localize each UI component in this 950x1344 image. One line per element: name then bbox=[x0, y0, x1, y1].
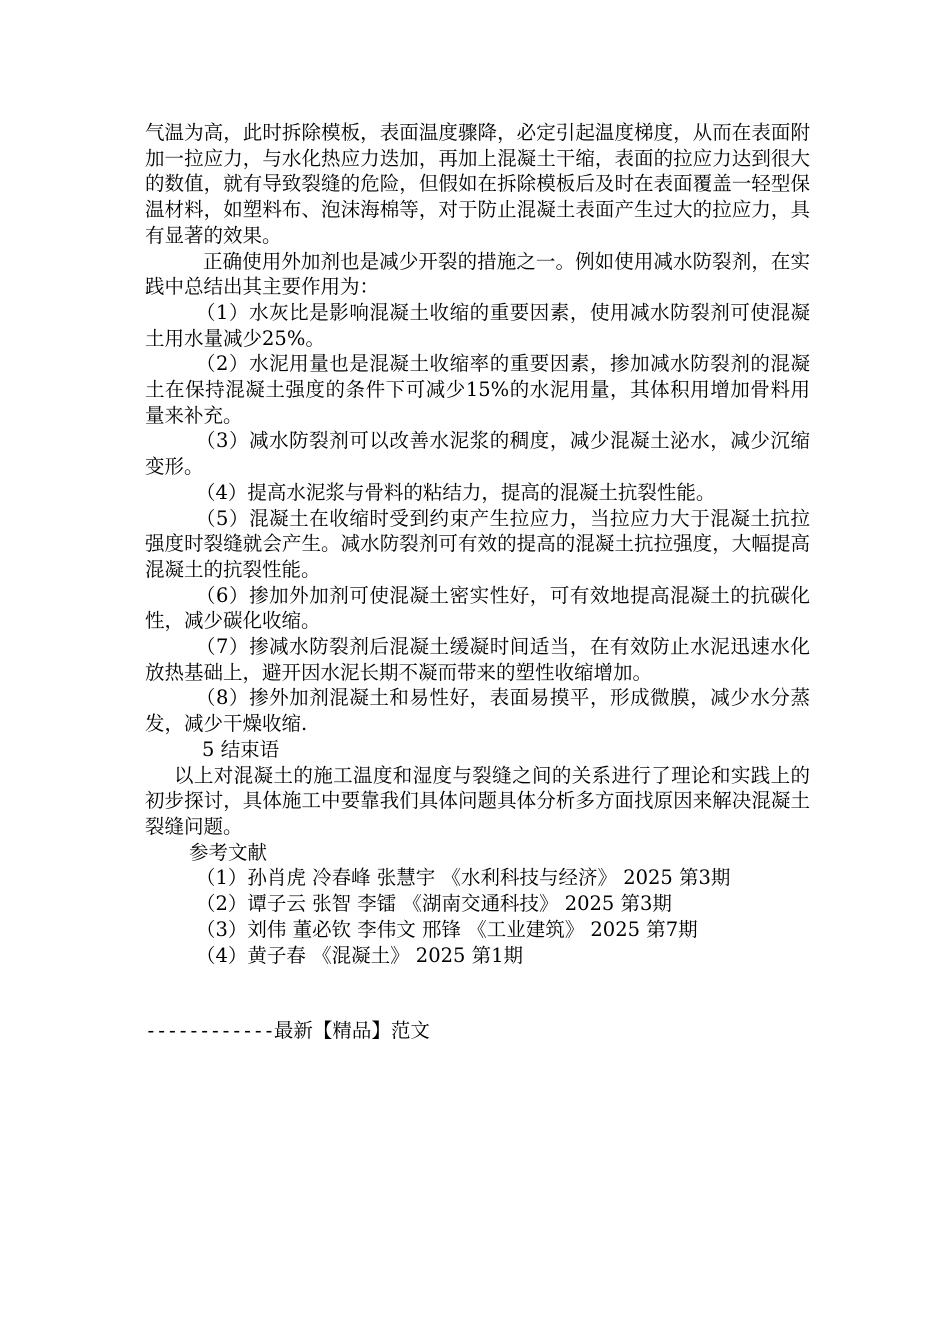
reference-item-1: （1）孙肖虎 冷春峰 张慧宇 《水利科技与经济》 2025 第3期 bbox=[196, 866, 731, 890]
list-item-6: （6）掺加外加剂可使混凝土密实性好，可有效地提高混凝土的抗碳化性，减少碳化收缩。 bbox=[145, 583, 810, 633]
references-heading: 参考文献 bbox=[189, 840, 268, 864]
list-item-3: （3）减水防裂剂可以改善水泥浆的稠度，减少混凝土泌水，减少沉缩变形。 bbox=[145, 429, 810, 479]
paragraph-admixture: 正确使用外加剂也是减少开裂的措施之一。例如使用减水防裂剂，在实践中总结出其主要作用为： bbox=[145, 249, 810, 299]
footer-banner bbox=[145, 1018, 430, 1044]
footer-dashes: ------------ bbox=[145, 1019, 274, 1042]
list-item-5: （5）混凝土在收缩时受到约束产生拉应力，当拉应力大于混凝土抗拉强度时裂缝就会产生。减水防裂剂可有效的提高的混凝土抗拉强度，大幅提高混凝土的抗裂性能。 bbox=[145, 506, 810, 581]
reference-item-2: （2）谭子云 张智 李镭 《湖南交通科技》 2025 第3期 bbox=[196, 892, 672, 916]
footer-text: 最新【精品】范文 bbox=[273, 1019, 430, 1042]
reference-item-4: （4）黄子春 《混凝土》 2025 第1期 bbox=[196, 943, 524, 967]
paragraph-intro: 气温为高，此时拆除模板，表面温度骤降，必定引起温度梯度，从而在表面附加一拉应力，与水化热应力迭加，再加上混凝土干缩，表面的拉应力达到很大的数值，就有导致裂缝的危险，但假如在拆除模板后及时在表面覆盖一轻型保温材料，如塑料布、泡沫海棉等，对于防止混凝土表面产生过大的拉应力，具有显著的效果。 bbox=[145, 121, 810, 247]
list-item-7: （7）掺减水防裂剂后混凝土缓凝时间适当，在有效防止水泥迅速水化放热基础上，避开因水泥长期不凝而带来的塑性收缩增加。 bbox=[145, 635, 810, 684]
section-heading: 5 结束语 bbox=[202, 737, 280, 761]
list-item-1: （1）水灰比是影响混凝土收缩的重要因素，使用减水防裂剂可使混凝土用水量减少25%。 bbox=[145, 300, 810, 350]
list-item-2: （2）水泥用量也是混凝土收缩率的重要因素，掺加减水防裂剂的混凝土在保持混凝土强度的条件下可减少15%的水泥用量，其体积用增加骨料用量来补充。 bbox=[145, 352, 810, 427]
list-item-8: （8）掺外加剂混凝土和易性好，表面易摸平，形成微膜，减少水分蒸发，减少干燥收缩. bbox=[145, 686, 810, 736]
reference-item-3: （3）刘伟 董必钦 李伟文 邢锋 《工业建筑》 2025 第7期 bbox=[196, 917, 698, 941]
list-item-4: （4）提高水泥浆与骨料的粘结力，提高的混凝土抗裂性能。 bbox=[196, 480, 716, 504]
document-body bbox=[145, 120, 810, 968]
paragraph-conclusion: 以上对混凝土的施工温度和湿度与裂缝之间的关系进行了理论和实践上的初步探讨，具体施工中要靠我们具体问题具体分析多方面找原因来解决混凝土裂缝问题。 bbox=[145, 763, 810, 838]
